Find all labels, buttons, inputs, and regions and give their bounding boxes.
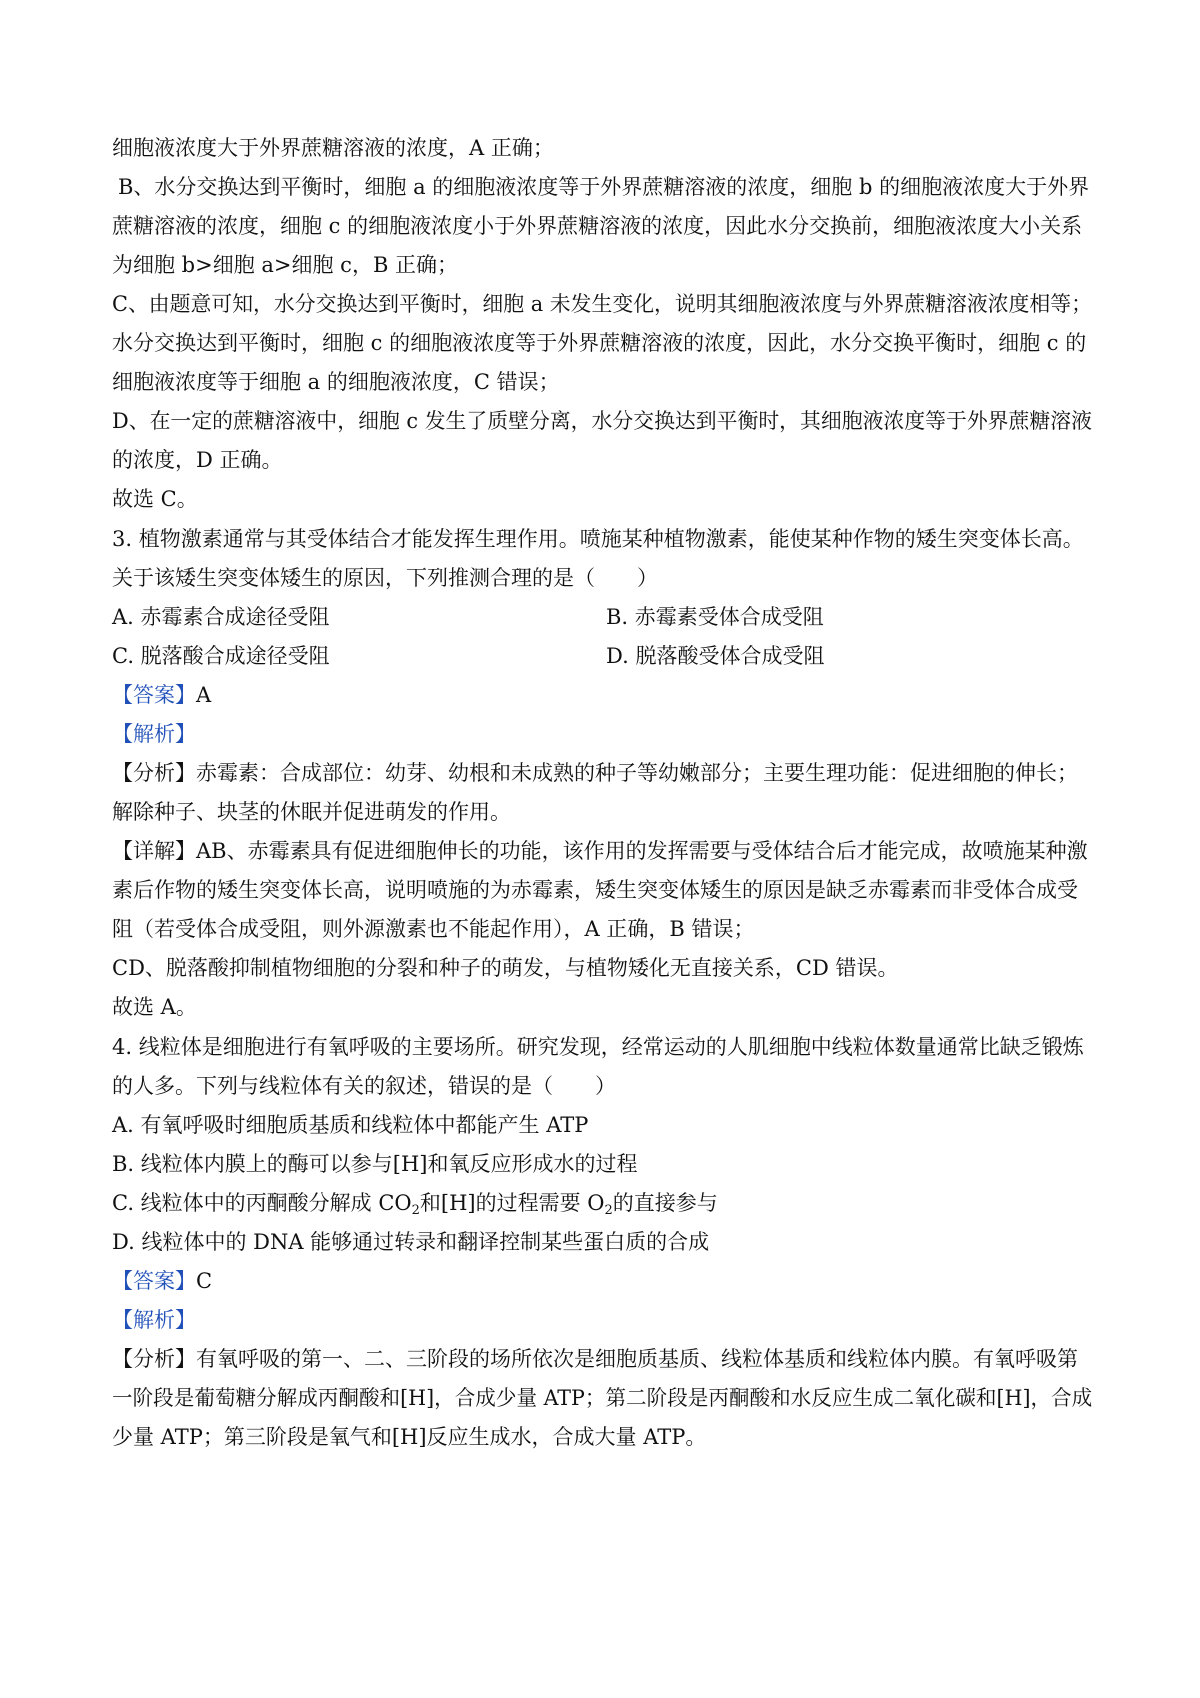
q2-line-1: 细胞液浓度大于外界蔗糖溶液的浓度，A 正确；	[112, 136, 554, 160]
answer-value: A	[196, 683, 212, 707]
subscript: 2	[604, 1203, 613, 1218]
analysis-tag: 【解析】	[112, 1308, 196, 1332]
q4-fenxi-line-3: 少量 ATP；第三阶段是氧气和[H]反应生成水，合成大量 ATP。	[112, 1425, 707, 1449]
q3-analysis-heading	[112, 719, 196, 749]
q4-option-b: B. 线粒体内膜上的酶可以参与[H]和氧反应形成水的过程	[112, 1152, 638, 1176]
q4-option-c	[112, 1188, 718, 1218]
q3-option-a: A. 赤霉素合成途径受阻	[112, 605, 330, 629]
answer-tag: 【答案】	[112, 683, 196, 707]
option-c-text-2: 和[H]的过程需要 O	[419, 1191, 605, 1215]
q3-answer	[112, 680, 211, 710]
fenxi-tag: 【分析】	[112, 761, 196, 785]
q3-option-d: D. 脱落酸受体合成受阻	[606, 644, 825, 668]
answer-value: C	[196, 1269, 213, 1293]
q4-analysis-heading	[112, 1305, 196, 1335]
q2-final-choice: 故选 C。	[112, 487, 198, 511]
option-c-text-3: 的直接参与	[612, 1191, 718, 1215]
option-c-text-1: C. 线粒体中的丙酮酸分解成 CO	[112, 1191, 412, 1215]
q3-xiangjie-line-2: 素后作物的矮生突变体长高，说明喷施的为赤霉素，矮生突变体矮生的原因是缺乏赤霉素而非受体合成受	[112, 878, 1078, 902]
q2-option-b-line-2: 蔗糖溶液的浓度，细胞 c 的细胞液浓度小于外界蔗糖溶液的浓度，因此水分交换前，细胞液浓度大小关系	[112, 214, 1083, 238]
q3-xiangjie-line-1	[112, 836, 1088, 866]
q3-fenxi-line-2: 解除种子、块茎的休眠并促进萌发的作用。	[112, 800, 511, 824]
q4-option-d: D. 线粒体中的 DNA 能够通过转录和翻译控制某些蛋白质的合成	[112, 1230, 710, 1254]
q3-xiangjie-line-4: CD、脱落酸抑制植物细胞的分裂和种子的萌发，与植物矮化无直接关系，CD 错误。	[112, 956, 899, 980]
q4-stem-line-1: 4. 线粒体是细胞进行有氧呼吸的主要场所。研究发现，经常运动的人肌细胞中线粒体数量通常比缺乏锻炼	[112, 1035, 1084, 1059]
q2-option-b-line-3: 为细胞 b>细胞 a>细胞 c，B 正确；	[112, 253, 459, 277]
q2-option-d-line-2: 的浓度，D 正确。	[112, 448, 283, 472]
q2-option-d-line-1: D、在一定的蔗糖溶液中，细胞 c 发生了质壁分离，水分交换达到平衡时，其细胞液浓度等于外界蔗糖溶液	[112, 409, 1092, 433]
answer-tag: 【答案】	[112, 1269, 196, 1293]
fenxi-tag: 【分析】	[112, 1347, 196, 1371]
q4-answer	[112, 1266, 212, 1296]
q3-option-b: B. 赤霉素受体合成受阻	[606, 605, 824, 629]
xiangjie-tag: 【详解】	[112, 839, 196, 863]
subscript: 2	[411, 1203, 420, 1218]
q4-option-a: A. 有氧呼吸时细胞质基质和线粒体中都能产生 ATP	[112, 1113, 589, 1137]
q4-fenxi-line-1	[112, 1344, 1078, 1374]
q2-option-c-line-1: C、由题意可知，水分交换达到平衡时，细胞 a 未发生变化，说明其细胞液浓度与外界蔗糖溶液浓度相等；	[112, 292, 1092, 316]
q2-option-c-line-3: 细胞液浓度等于细胞 a 的细胞液浓度，C 错误；	[112, 370, 560, 394]
q4-fenxi-line-2: 一阶段是葡萄糖分解成丙酮酸和[H]，合成少量 ATP；第二阶段是丙酮酸和水反应生成二氧化碳和[H]，合成	[112, 1386, 1093, 1410]
xiangjie-text: AB、赤霉素具有促进细胞伸长的功能，该作用的发挥需要与受体结合后才能完成，故喷施某种激	[196, 839, 1088, 863]
q3-fenxi-line-1	[112, 758, 1078, 788]
q4-stem-line-2: 的人多。下列与线粒体有关的叙述，错误的是（ ）	[112, 1074, 616, 1098]
fenxi-text: 有氧呼吸的第一、二、三阶段的场所依次是细胞质基质、线粒体基质和线粒体内膜。有氧呼吸第	[196, 1347, 1078, 1371]
q3-option-c: C. 脱落酸合成途径受阻	[112, 644, 330, 668]
q3-stem-line-1: 3. 植物激素通常与其受体结合才能发挥生理作用。喷施某种植物激素，能使某种作物的矮生突变体长高。	[112, 527, 1084, 551]
q3-stem-line-2: 关于该矮生突变体矮生的原因，下列推测合理的是（ ）	[112, 566, 658, 590]
fenxi-text: 赤霉素：合成部位：幼芽、幼根和未成熟的种子等幼嫩部分；主要生理功能：促进细胞的伸长；	[196, 761, 1078, 785]
analysis-tag: 【解析】	[112, 722, 196, 746]
q3-xiangjie-line-3: 阻（若受体合成受阻，则外源激素也不能起作用），A 正确，B 错误；	[112, 917, 755, 941]
q3-final-choice: 故选 A。	[112, 995, 197, 1019]
q2-option-c-line-2: 水分交换达到平衡时，细胞 c 的细胞液浓度等于外界蔗糖溶液的浓度，因此，水分交换平衡时，细胞 c 的	[112, 331, 1087, 355]
q2-option-b-line-1: B、水分交换达到平衡时，细胞 a 的细胞液浓度等于外界蔗糖溶液的浓度，细胞 b 的细胞液浓度大于外界	[118, 175, 1090, 199]
